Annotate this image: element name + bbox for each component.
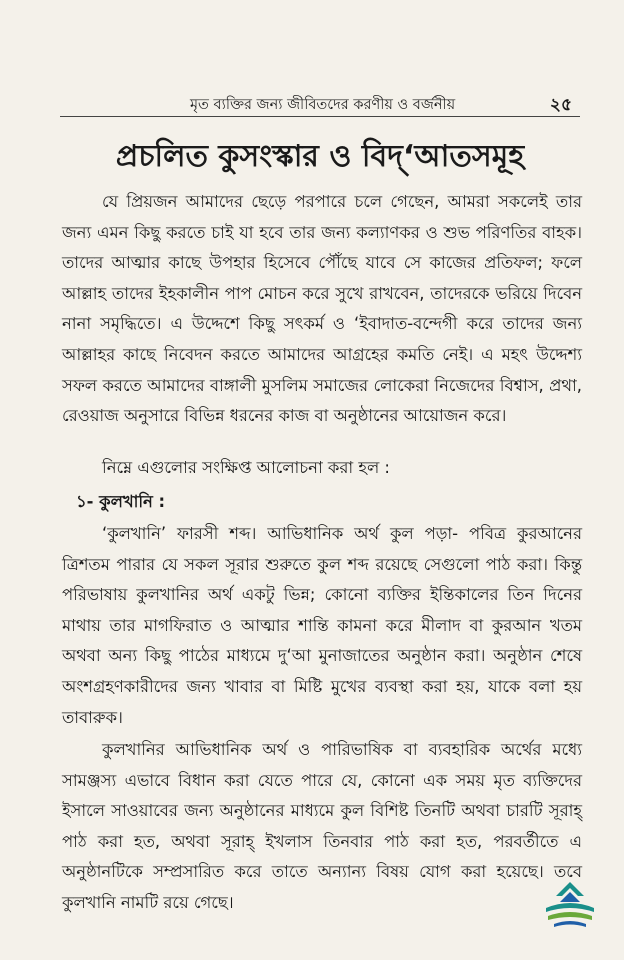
page-number: ২৫ (549, 95, 572, 115)
publisher-logo-icon (540, 878, 600, 930)
running-header (60, 90, 580, 117)
paragraph-kulkhani-definition: ‘কুলখানি’ ফারসী শব্দ। আভিধানিক অর্থ কুল পড়া- পবিত্র কুরআনের ত্রিশতম পারার যে সকল সূরার শুরুতে কুল শব্দ রয়েছে সেগুলো পাঠ করা। কিন্তু পরিভাষায় কুলখানির অর্থ একটু ভিন্ন; কোনো ব্যক্তির ইন্তিকালের তিন দিনের মাথায় তার মাগফিরাত ও আত্মার শান্তি কামনা করে মীলাদ বা কুরআন খতম অথবা অন্য কিছু পাঠের মাধ্যমে দু‘আ মুনাজাতের অনুষ্ঠান করা। অনুষ্ঠান শেষে অংশগ্রহণকারীদের জন্য খাবার বা মিষ্টি মুখের ব্যবস্থা করা হয়, যাকে বলা হয় তাবারুক। (62, 524, 582, 727)
paragraph-overview: নিম্নে এগুলোর সংক্ষিপ্ত আলোচনা করা হল : (102, 458, 390, 477)
paragraph-kulkhani-explanation: কুলখানির আভিধানিক অর্থ ও পারিভাষিক বা ব্যবহারিক অর্থের মধ্যে সামঞ্জস্য এভাবে বিধান করা যেতে পারে যে, কোনো এক সময় মৃত ব্যক্তিদের ইসালে সাওয়াবের জন্য অনুষ্ঠানের মাধ্যমে কুল বিশিষ্ট তিনটি অথবা চারটি সূরাহ্ পাঠ করা হত, অথবা সূরাহ্ ইখলাস তিনবার পাঠ করা হত, পরবর্তীতে এ অনুষ্ঠানটিকে সম্প্রসারিত করে তাতে অন্যান্য বিষয় যোগ করা হয়েছে। তবে কুলখানি নামটি রয়ে গেছে। (62, 740, 582, 912)
section-heading-kulkhani: ১- কুলখানি : (76, 492, 166, 511)
paragraph-intro: যে প্রিয়জন আমাদের ছেড়ে পরপারে চলে গেছেন, আমরা সকলেই তার জন্য এমন কিছু করতে চাই যা হবে তার জন্য কল্যাণকর ও শুভ পরিণতির বাহক। তাদের আত্মার কাছে উপহার হিসেবে পৌঁছে যাবে সে কাজের প্রতিফল; ফলে আল্লাহ তাদের ইহকালীন পাপ মোচন করে সুখে রাখবেন, তাদেরকে ভরিয়ে দিবেন নানা সমৃদ্ধিতে। এ উদ্দেশে কিছু সৎকর্ম ও ‘ইবাদাত-বন্দেগী করে তাদের জন্য আল্লাহর কাছে নিবেদন করতে আমাদের আগ্রহের কমতি নেই। এ মহৎ উদ্দেশ্য সফল করতে আমাদের বাঙ্গালী মুসলিম সমাজের লোকেরা নিজেদের বিশ্বাস, প্রথা, রেওয়াজ অনুসারে বিভিন্ন ধরনের কাজ বা অনুষ্ঠানের আয়োজন করে। (62, 192, 582, 426)
chapter-title: প্রচলিত কুসংস্কার ও বিদ্‘আতসমূহ (115, 139, 525, 174)
running-title: মৃত ব্যক্তির জন্য জীবিতদের করণীয় ও বর্জনীয় (190, 97, 456, 113)
